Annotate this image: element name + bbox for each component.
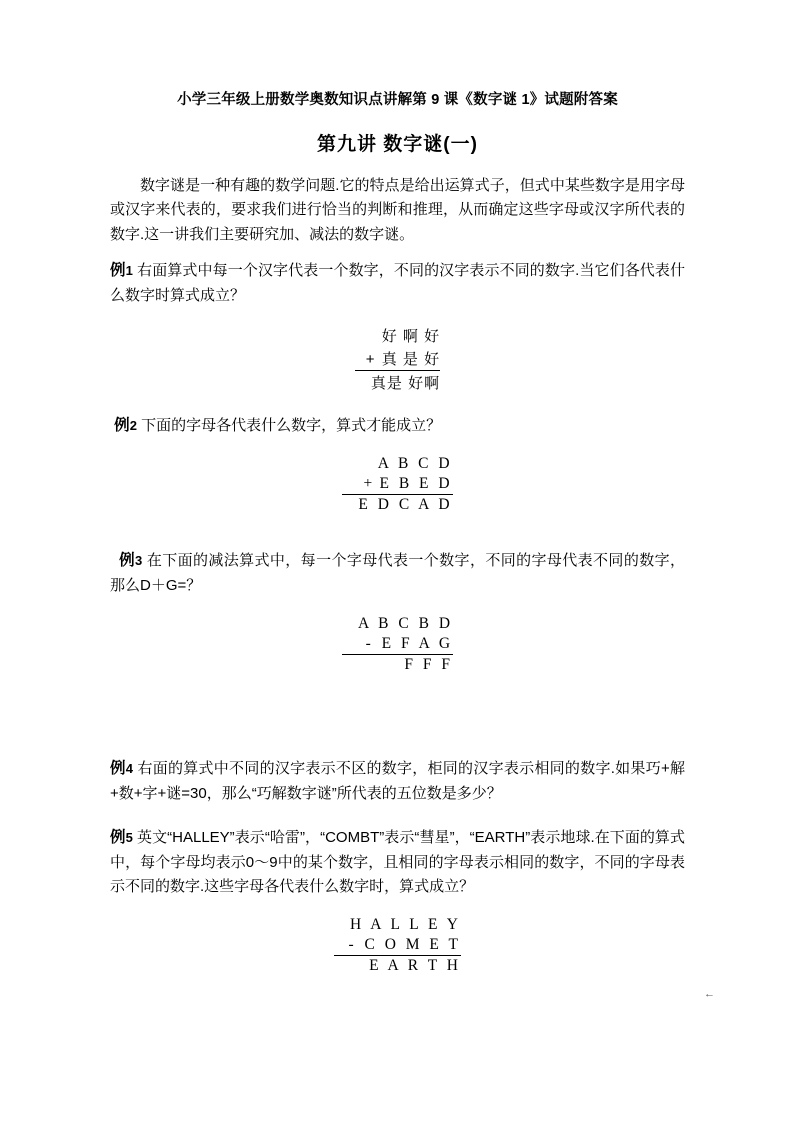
example-5-calculation <box>334 915 461 976</box>
calc-operator: - <box>348 935 354 953</box>
calc-row <box>334 956 461 976</box>
calc-value: A B C D <box>377 455 453 473</box>
example-3-text: 在下面的减法算式中，每一个字母代表一个数字，不同的字母代表不同的数字，那么D＋G=？ <box>110 552 685 595</box>
document-content <box>110 88 685 976</box>
calc-value: 真是 好啊 <box>370 374 441 392</box>
example-2-calculation <box>342 454 452 515</box>
example-4-number: 4 <box>125 761 134 777</box>
calc-value: F F F <box>404 656 454 674</box>
intro-paragraph: 数字谜是一种有趣的数学问题.它的特点是给出运算式子，但式中某些数字是用字母或汉字来代表的，要求我们进行恰当的判断和推理，从而确定这些字母或汉字所代表的数字.这一讲我们主要研究加、减法的数字谜。 <box>110 177 685 243</box>
example-1-number: 1 <box>125 262 133 278</box>
calc-value: E B E D <box>379 475 453 493</box>
example-2-label: 例 <box>114 416 130 434</box>
document-header: 小学三年级上册数学奥数知识点讲解第 9 课《数字谜 1》试题附答案 <box>177 92 618 108</box>
calc-row <box>342 614 453 634</box>
calc-row <box>342 474 452 495</box>
calc-value: C O M E T <box>364 935 461 953</box>
calc-row <box>342 655 453 675</box>
calc-row <box>355 324 440 347</box>
example-3 <box>110 549 685 598</box>
example-1-calculation <box>355 324 440 394</box>
example-3-number: 3 <box>135 553 143 569</box>
calc-value: E D C A D <box>358 496 453 514</box>
example-5-text: 英文“HALLEY”表示“哈雷”，“COMBT”表示“彗星”，“EARTH”表示地球.在下面的算式中，每个字母均表示0～9中的某个数字，且相同的字母表示相同的数字，不同的字母表示不同的数字.这些字母各代表什么数字时，算式成立？ <box>110 829 685 895</box>
calc-row <box>334 935 461 956</box>
example-2 <box>110 414 685 439</box>
calc-row <box>355 347 440 371</box>
calc-operator: - <box>365 635 371 653</box>
calc-value: A B C B D <box>357 615 454 633</box>
example-1-text: 右面算式中每一个汉字代表一个数字，不同的汉字表示不同的数字.当它们各代表什么数字时算式成立？ <box>110 261 685 304</box>
calc-value: E F A G <box>381 635 454 653</box>
example-2-number: 2 <box>129 417 137 433</box>
page-end-mark: ← <box>704 988 715 1000</box>
example-5-label: 例 <box>110 829 126 847</box>
calc-value: 好 啊 好 <box>381 327 441 345</box>
calc-row <box>342 495 452 515</box>
page-title: 第九讲 数字谜(一) <box>317 134 478 155</box>
example-3-label: 例 <box>119 552 136 570</box>
calc-operator: + <box>363 475 373 493</box>
example-3-calculation <box>342 614 453 675</box>
calc-row <box>334 915 461 935</box>
calc-row <box>342 634 453 655</box>
example-4 <box>110 757 685 806</box>
example-4-text: 右面的算式中不同的汉字表示不区的数字，柜同的汉字表示相同的数字.如果巧+解+数+字+谜=30，那么“巧解数字谜”所代表的五位数是多少？ <box>110 760 685 803</box>
example-5-number: 5 <box>125 830 133 846</box>
example-4-label: 例 <box>110 760 126 778</box>
example-2-text: 下面的字母各代表什么数字，算式才能成立？ <box>141 416 442 434</box>
calc-value: E A R T H <box>369 956 461 974</box>
calc-row <box>342 454 452 474</box>
calc-value: 真 是 好 <box>381 350 441 368</box>
example-1-label: 例 <box>110 261 126 279</box>
example-5 <box>110 826 685 899</box>
calc-row <box>355 371 440 394</box>
calc-value: H A L L E Y <box>350 915 461 933</box>
calc-operator: + <box>365 350 375 368</box>
example-1 <box>110 259 685 308</box>
